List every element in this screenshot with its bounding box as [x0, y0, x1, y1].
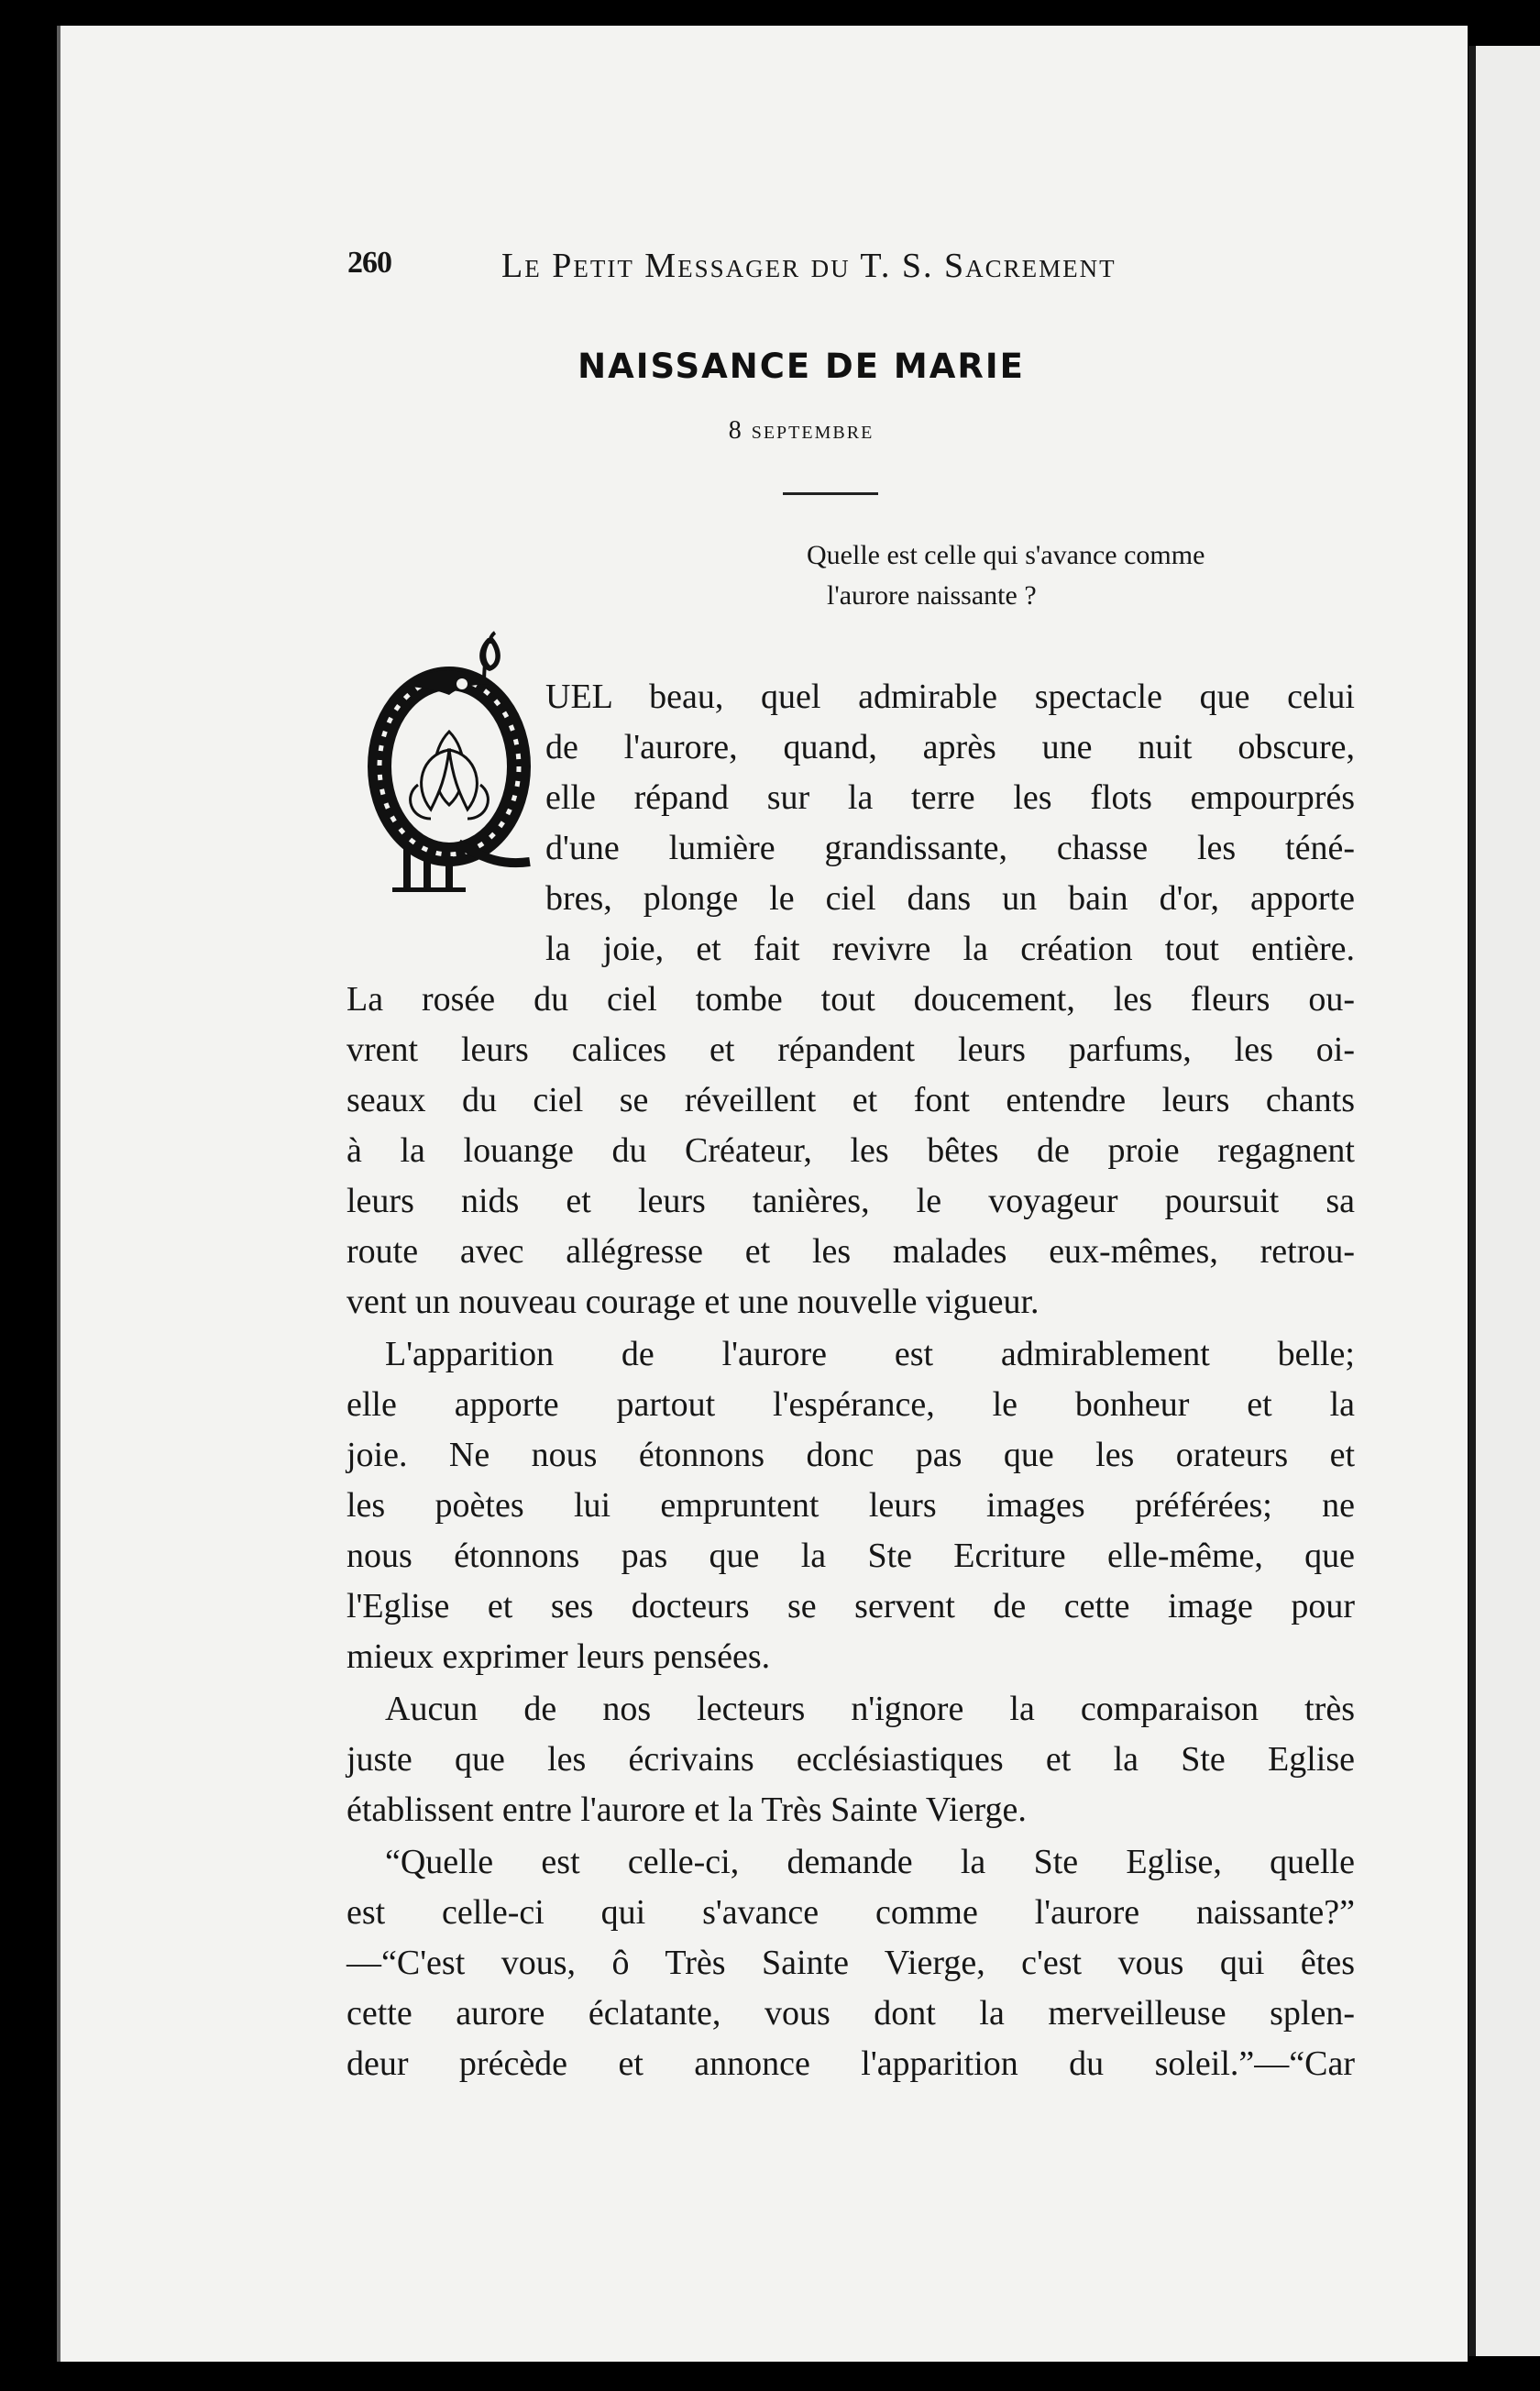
text-line: Aucun de nos lecteurs n'ignore la comparaison très — [385, 1690, 1355, 1728]
adjacent-page-edge — [1468, 46, 1540, 2356]
text-line: UEL beau, quel admirable spectacle que celui — [545, 678, 1355, 716]
text-line: mieux exprimer leurs pensées. — [346, 1637, 771, 1676]
text-line: l'Eglise et ses docteurs se servent de cette image pour — [346, 1587, 1355, 1625]
running-head — [347, 246, 1209, 292]
epigraph — [807, 535, 1357, 616]
text-line: la joie, et fait revivre la création tout entière. — [545, 930, 1355, 968]
text-line: nous étonnons pas que la Ste Ecriture elle-même, que — [346, 1537, 1355, 1575]
text-line: établissent entre l'aurore et la Très Sainte Vierge. — [346, 1790, 1027, 1829]
article-date: 8 septembre — [728, 416, 874, 445]
text-line: de l'aurore, quand, après une nuit obscure, — [545, 728, 1355, 766]
text-line: bres, plonge le ciel dans un bain d'or, apporte — [545, 879, 1355, 918]
text-line: La rosée du ciel tombe tout doucement, les fleurs ou- — [346, 980, 1355, 1019]
text-line: d'une lumière grandissante, chasse les téné- — [545, 829, 1355, 867]
text-line: est celle-ci qui s'avance comme l'aurore naissante?” — [346, 1893, 1355, 1932]
page-number: 260 — [347, 246, 391, 280]
text-line: les poètes lui empruntent leurs images préférées; ne — [346, 1486, 1355, 1525]
text-line: deur précède et annonce l'apparition du soleil.”—“Car — [346, 2044, 1355, 2083]
text-line: “Quelle est celle-ci, demande la Ste Eglise, quelle — [385, 1843, 1355, 1881]
text-line: route avec allégresse et les malades eux-mêmes, retrou- — [346, 1232, 1355, 1271]
article-title: NAISSANCE DE MARIE — [578, 347, 1025, 386]
text-line: joie. Ne nous étonnons donc pas que les orateurs et — [346, 1436, 1355, 1474]
text-line: elle apporte partout l'espérance, le bonheur et la — [346, 1385, 1355, 1424]
decorated-initial-q-icon — [367, 631, 532, 898]
text-line: seaux du ciel se réveillent et font entendre leurs chants — [346, 1081, 1355, 1119]
text-line: juste que les écrivains ecclésiastiques et la Ste Eglise — [346, 1740, 1355, 1779]
text-line: cette aurore éclatante, vous dont la merveilleuse splen- — [346, 1994, 1355, 2033]
text-line: vent un nouveau courage et une nouvelle vigueur. — [346, 1283, 1040, 1321]
epigraph-line: l'aurore naissante ? — [827, 580, 1037, 611]
text-line: —“C'est vous, ô Très Sainte Vierge, c'est vous qui êtes — [346, 1944, 1355, 1982]
text-line: à la louange du Créateur, les bêtes de proie regagnent — [346, 1131, 1355, 1170]
journal-title: Le Petit Messager du T. S. Sacrement — [501, 247, 1116, 285]
text-line: elle répand sur la terre les flots empourprés — [545, 778, 1355, 817]
title-divider — [783, 492, 878, 495]
text-line: leurs nids et leurs tanières, le voyageur poursuit sa — [346, 1182, 1355, 1220]
epigraph-line: Quelle est celle qui s'avance comme — [807, 540, 1205, 570]
text-line: L'apparition de l'aurore est admirablement belle; — [385, 1335, 1355, 1373]
text-line: vrent leurs calices et répandent leurs parfums, les oi- — [346, 1030, 1355, 1069]
